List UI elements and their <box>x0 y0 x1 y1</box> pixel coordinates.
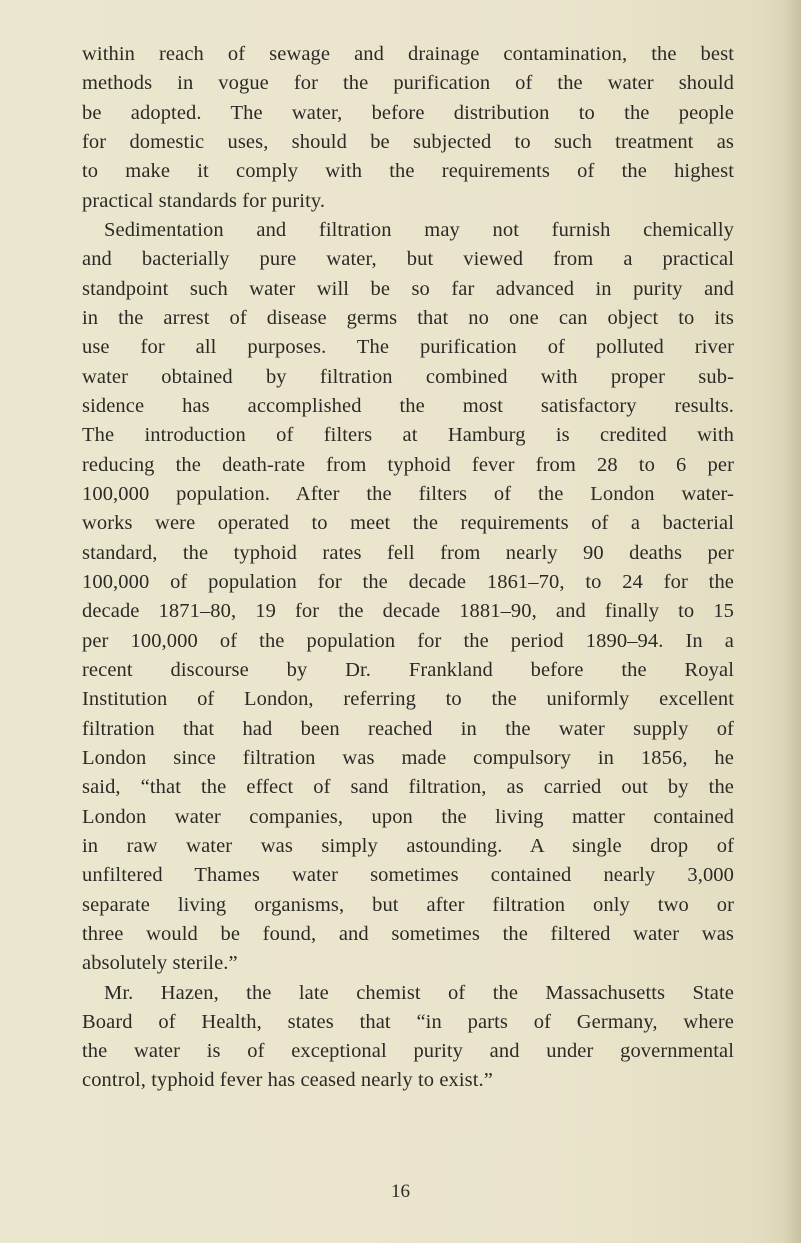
text-line: to make it comply with the requirements of the highest <box>82 160 734 183</box>
text-line: 100,000 of population for the decade 1861–70, to 24 for the <box>82 570 734 593</box>
text-line: methods in vogue for the purification of the water should <box>82 72 734 95</box>
body-text <box>82 40 734 1096</box>
page-edge-shadow <box>783 0 801 1243</box>
text-line: Sedimentation and filtration may not furnish chemically <box>104 218 734 241</box>
text-line: The introduction of filters at Hamburg is credited with <box>82 424 734 447</box>
text-line: within reach of sewage and drainage contamination, the best <box>82 43 734 65</box>
text-line: Institution of London, referring to the uniformly excellent <box>82 688 734 711</box>
text-line: and bacterially pure water, but viewed from a practical <box>82 248 734 271</box>
text-line: control, typhoid fever has ceased nearly to exist.” <box>82 1069 493 1092</box>
text-line: decade 1871–80, 19 for the decade 1881–90, and finally to 15 <box>82 600 734 623</box>
page-number: 16 <box>391 1181 410 1202</box>
text-line: the water is of exceptional purity and under governmental <box>82 1040 734 1063</box>
text-line: standpoint such water will be so far advanced in purity and <box>82 277 734 300</box>
text-line: separate living organisms, but after filtration only two or <box>82 893 734 916</box>
text-line: London water companies, upon the living matter contained <box>82 805 734 828</box>
text-line: London since filtration was made compulsory in 1856, he <box>82 746 734 769</box>
text-line: standard, the typhoid rates fell from nearly 90 deaths per <box>82 541 734 564</box>
text-line: be adopted. The water, before distribution to the people <box>82 101 734 124</box>
text-line: practical standards for purity. <box>82 189 326 212</box>
text-line: in raw water was simply astounding. A single drop of <box>82 834 734 857</box>
text-line: per 100,000 of the population for the period 1890–94. In a <box>82 629 734 652</box>
text-line: use for all purposes. The purification of polluted river <box>82 336 734 359</box>
text-line: water obtained by filtration combined with proper sub- <box>82 365 734 388</box>
text-line: reducing the death-rate from typhoid fever from 28 to 6 per <box>82 453 734 476</box>
text-line: three would be found, and sometimes the filtered water was <box>82 922 734 945</box>
text-line: in the arrest of disease germs that no one can object to its <box>82 306 734 329</box>
text-line: 100,000 population. After the filters of the London water- <box>82 482 734 505</box>
text-line: said, “that the effect of sand filtration, as carried out by the <box>82 776 734 799</box>
text-line: recent discourse by Dr. Frankland before the Royal <box>82 658 734 681</box>
text-line: Mr. Hazen, the late chemist of the Massachusetts State <box>104 981 734 1004</box>
text-line: absolutely sterile.” <box>82 952 238 975</box>
text-line: works were operated to meet the requirements of a bacterial <box>82 512 734 535</box>
text-line: filtration that had been reached in the water supply of <box>82 717 734 740</box>
text-line: unfiltered Thames water sometimes contained nearly 3,000 <box>82 864 734 887</box>
text-line: sidence has accomplished the most satisfactory results. <box>82 394 734 417</box>
text-line: Board of Health, states that “in parts of Germany, where <box>82 1010 734 1033</box>
text-line: for domestic uses, should be subjected to such treatment as <box>82 130 734 153</box>
